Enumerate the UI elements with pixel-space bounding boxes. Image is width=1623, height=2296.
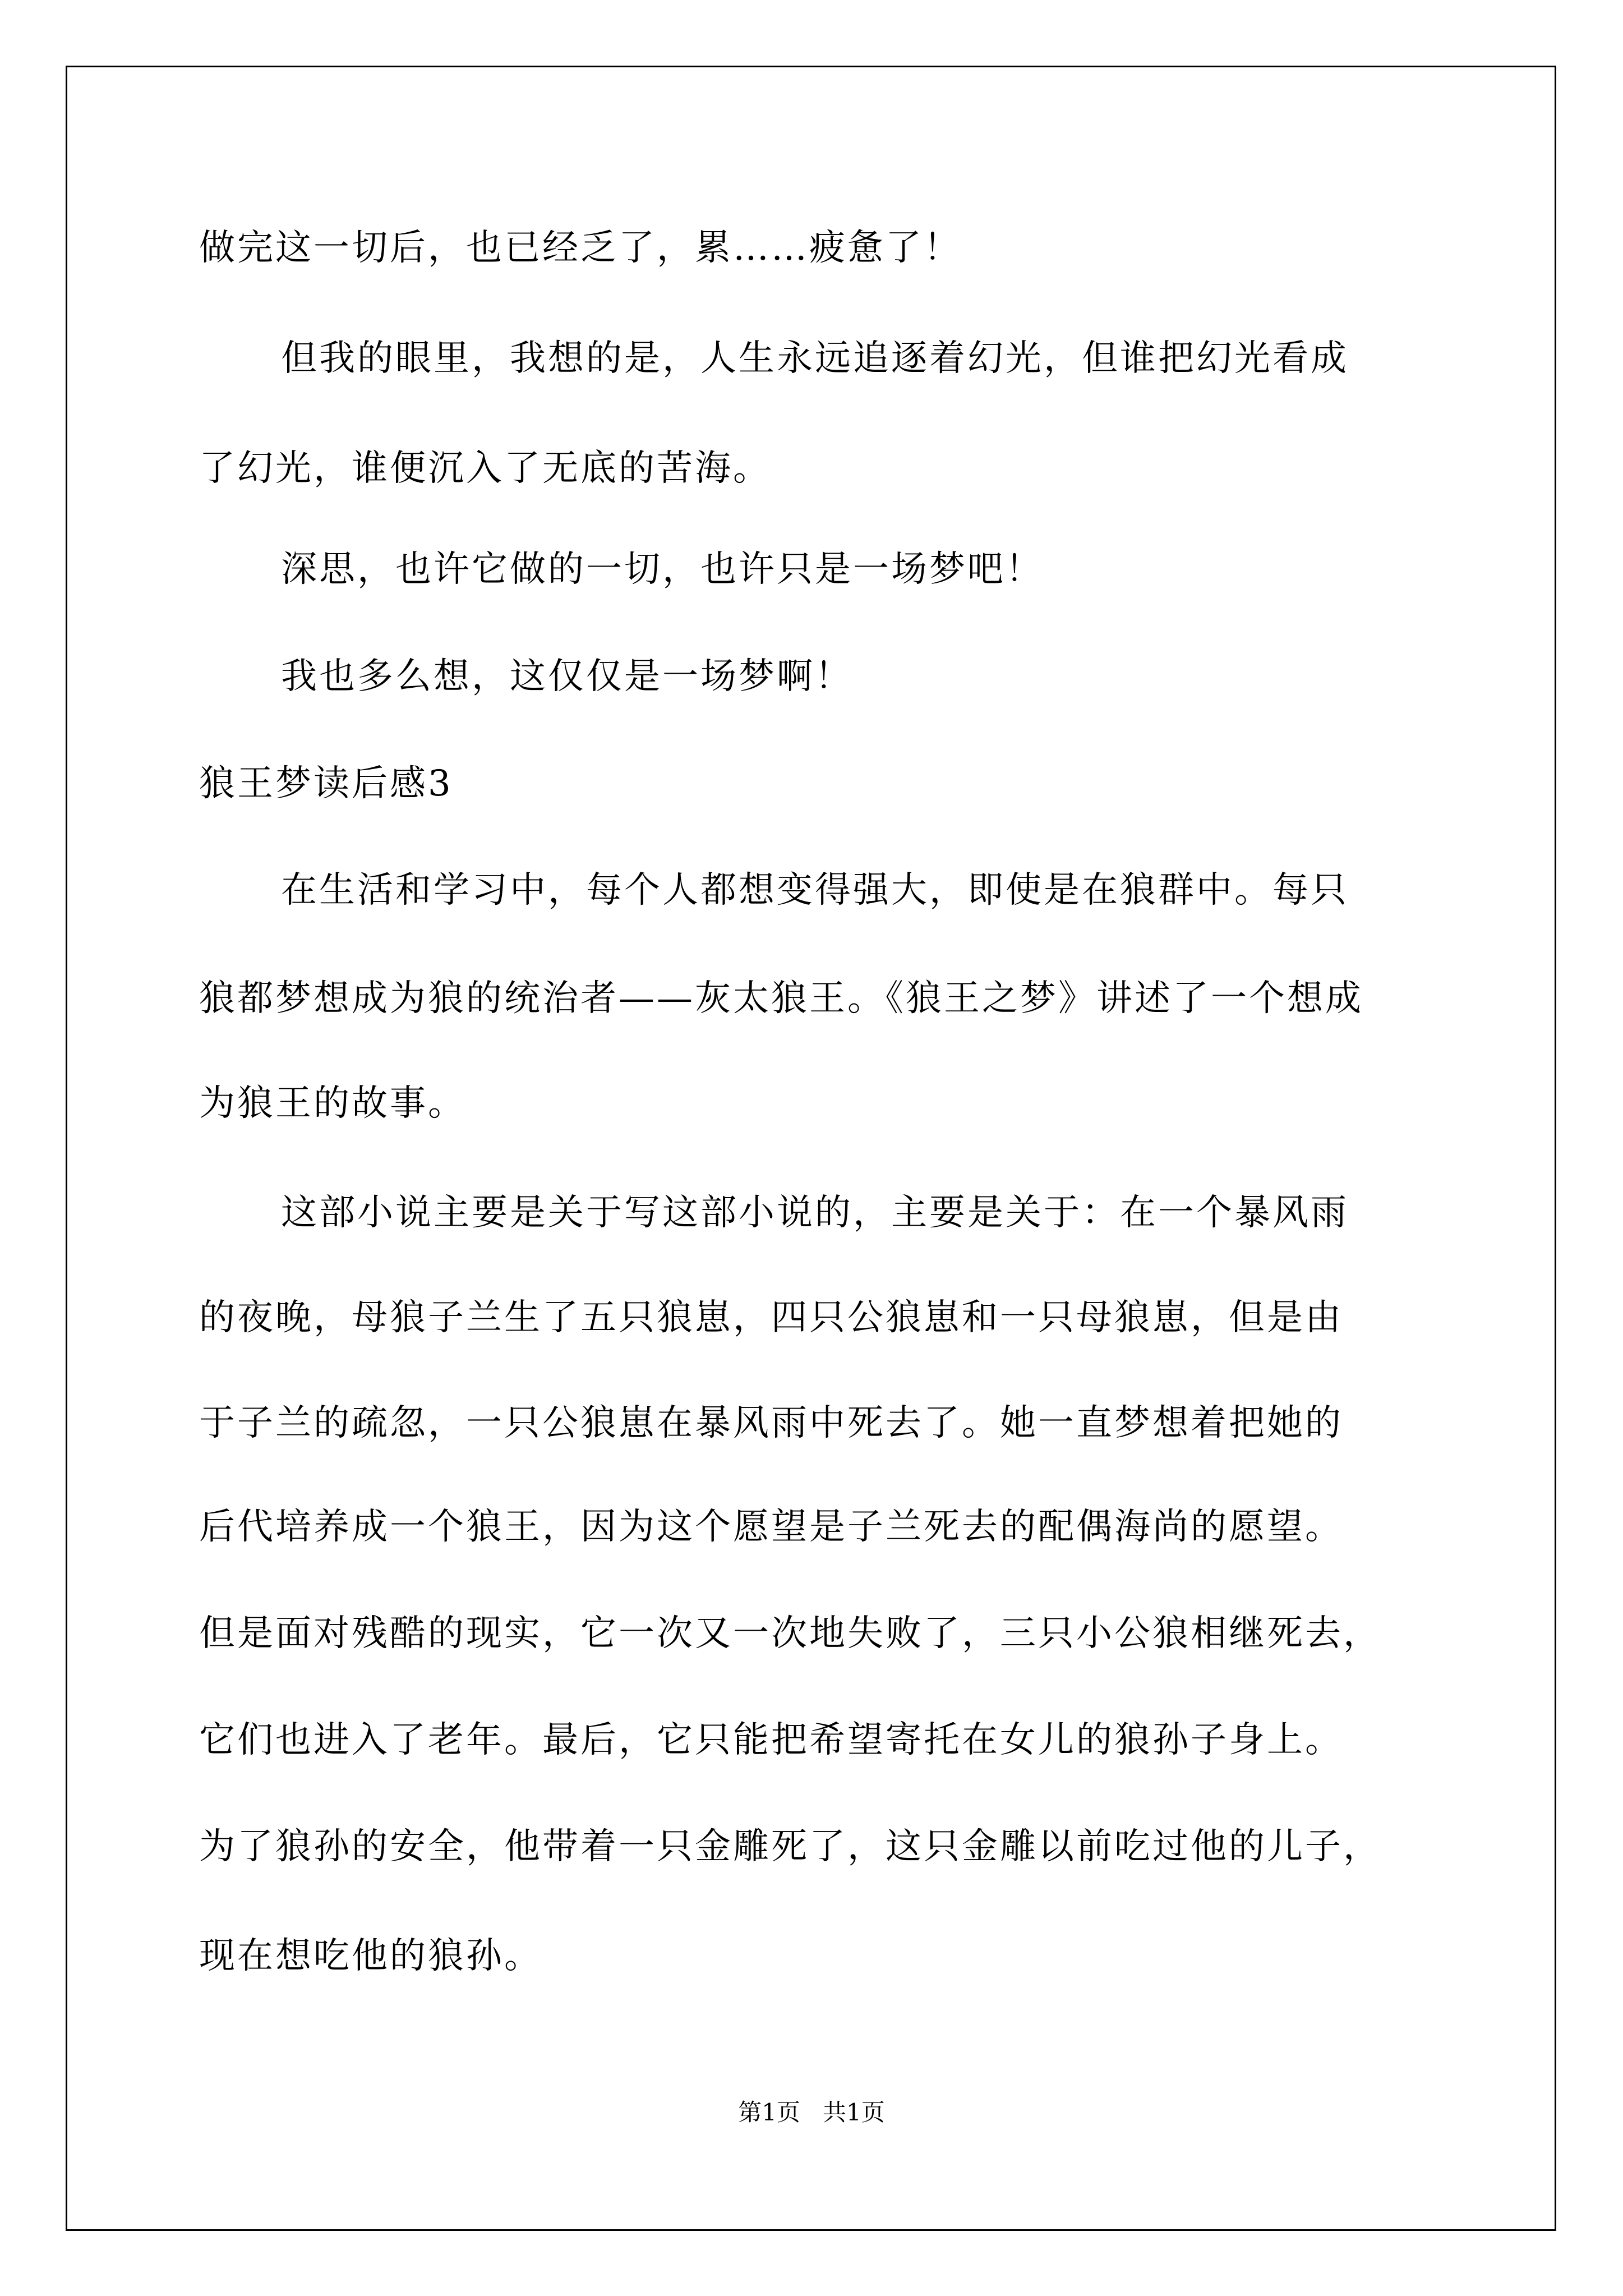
text-line: 我也多么想，这仅仅是一场梦啊！ [281, 656, 853, 697]
text-line: 但是面对残酷的现实，它一次又一次地失败了，三只小公狼相继死去， [199, 1613, 1381, 1654]
text-line: 做完这一切后，也已经乏了，累……疲惫了！ [199, 227, 962, 269]
page-border [66, 66, 1556, 2231]
text-line: 这部小说主要是关于写这部小说的，主要是关于：在一个暴风雨 [281, 1192, 1349, 1234]
text-line: 狼都梦想成为狼的统治者——灰太狼王。《狼王之梦》讲述了一个想成 [199, 978, 1363, 1019]
text-line: 在生活和学习中，每个人都想变得强大，即使是在狼群中。每只 [281, 869, 1349, 911]
text-line: 但我的眼里，我想的是，人生永远追逐着幻光，但谁把幻光看成 [281, 338, 1349, 379]
page-footer: 第1页 共1页 [738, 2099, 885, 2126]
section-heading: 狼王梦读后感3 [199, 763, 453, 804]
text-line: 的夜晚，母狼子兰生了五只狼崽，四只公狼崽和一只母狼崽，但是由 [199, 1297, 1343, 1338]
text-line: 了幻光，谁便沉入了无底的苦海。 [199, 448, 771, 489]
text-line: 后代培养成一个狼王，因为这个愿望是子兰死去的配偶海尚的愿望。 [199, 1506, 1343, 1548]
text-line: 现在想吃他的狼孙。 [199, 1935, 542, 1977]
text-line: 为了狼孙的安全，他带着一只金雕死了，这只金雕以前吃过他的儿子， [199, 1826, 1381, 1867]
text-line: 于子兰的疏忽，一只公狼崽在暴风雨中死去了。她一直梦想着把她的 [199, 1402, 1343, 1444]
text-line: 深思，也许它做的一切，也许只是一场梦吧！ [281, 549, 1044, 590]
text-line: 为狼王的故事。 [199, 1083, 466, 1124]
text-line: 它们也进入了老年。最后，它只能把希望寄托在女儿的狼孙子身上。 [199, 1719, 1343, 1761]
